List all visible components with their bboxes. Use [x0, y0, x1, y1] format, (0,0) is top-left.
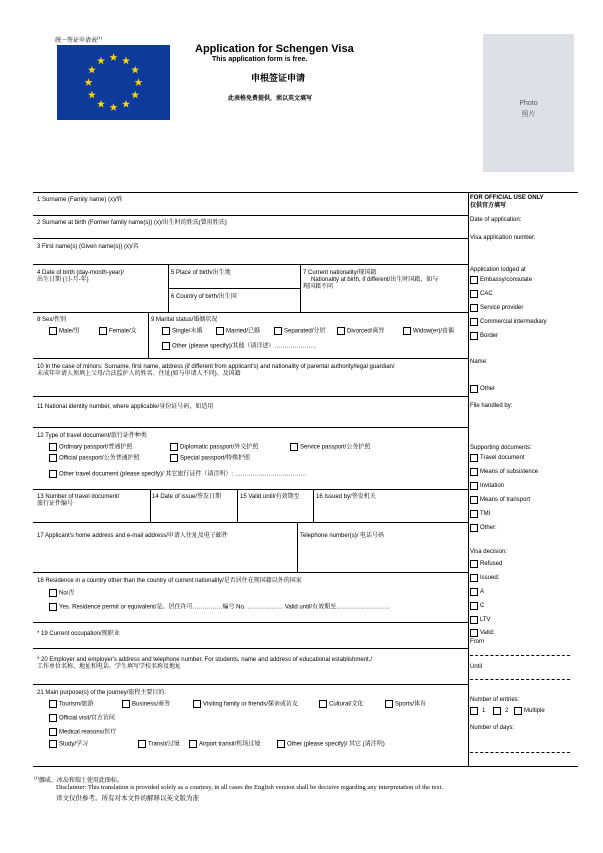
- official-issued-checkbox[interactable]: [470, 574, 478, 582]
- option-label: Sports/体育: [395, 701, 427, 708]
- option-label: Special passport/特殊护照: [180, 455, 251, 462]
- official-c-checkbox[interactable]: [470, 602, 478, 610]
- checkbox[interactable]: [49, 470, 57, 478]
- purpose-visiting-option[interactable]: [193, 700, 298, 709]
- option-label: Ordinary passport/普通护照: [59, 444, 133, 451]
- eu-star-icon: [131, 91, 139, 99]
- official-embassy-checkbox[interactable]: [470, 276, 478, 284]
- field-12-travel-doc: 12 Type of travel document/旅行证件种类: [37, 433, 147, 439]
- official-border-checkbox[interactable]: [470, 332, 478, 340]
- option-label: No/否: [59, 590, 75, 597]
- eu-star-icon: [97, 100, 105, 108]
- checkbox[interactable]: [49, 714, 57, 722]
- official-transport-label: Means of transport: [480, 497, 531, 503]
- field-20-label: * 20 Employer and employer's address and telephone number. For students, name and address of educational establishment./: [37, 657, 373, 663]
- field-9-marital: 9 Marital status/婚姻状况: [151, 317, 218, 323]
- official-tmi-label: TMI: [480, 511, 491, 517]
- option-label: Airport transit/机场过境: [199, 741, 261, 748]
- official-from-line: [470, 655, 570, 656]
- form-outer-top: [33, 192, 578, 193]
- purpose-other-option[interactable]: [277, 740, 385, 749]
- official-service-checkbox[interactable]: [470, 304, 478, 312]
- field-13-label: 13 Number of travel document/: [37, 494, 120, 500]
- residence-yes-option[interactable]: [49, 603, 390, 612]
- row-line: [33, 238, 468, 239]
- official-until-line: [470, 679, 570, 680]
- official-visa-number: Visa application number:: [470, 235, 536, 241]
- official-travel-doc-label: Travel document: [480, 455, 525, 461]
- official-commercial-checkbox[interactable]: [470, 318, 478, 326]
- option-label: Yes. Residence permit or equivalent/是。居住许可……………编号 No. ……………… Valid until/有效期至………………………: [59, 604, 391, 611]
- checkbox[interactable]: [49, 443, 57, 451]
- official-transport-checkbox[interactable]: [470, 496, 478, 504]
- field-2-surname-birth[interactable]: 2 Surname at birth (Former family name(s)) (x)/出生时的姓氏(曾用姓氏): [37, 220, 227, 226]
- official-file-handled: File handled by:: [470, 403, 513, 409]
- field-4-label-cn: 出生日期 (日-月-年): [37, 277, 89, 283]
- form-code-sup: (1): [97, 35, 102, 40]
- doc-ordinary-option[interactable]: [49, 443, 132, 452]
- official-invitation-label: Invitation: [480, 483, 505, 489]
- purpose-cultural-option[interactable]: [319, 700, 363, 709]
- footer-note-cn: 挪威、冰岛和瑞士使用此图标。: [38, 778, 123, 784]
- field-19-occupation[interactable]: * 19 Current occupation/现职业: [37, 631, 120, 637]
- marital-other-option[interactable]: [162, 342, 316, 351]
- marital-married-option[interactable]: [216, 327, 260, 336]
- official-multiple-label: Multiple: [524, 708, 545, 714]
- official-other-label: Other: [480, 386, 496, 392]
- row-line: [33, 522, 468, 523]
- option-label: Diplomatic passport/外交护照: [180, 444, 259, 451]
- row-line: [33, 684, 468, 685]
- form-outer-bottom: [33, 766, 578, 767]
- official-issued-label: Issued:: [480, 575, 500, 581]
- checkbox[interactable]: [49, 700, 57, 708]
- marital-separated-option[interactable]: [274, 327, 325, 336]
- option-label: Tourism/旅游: [59, 701, 94, 708]
- form-free-note: This application form is free.: [212, 56, 308, 63]
- checkbox[interactable]: [193, 700, 201, 708]
- field-10-label-cn: 未成年申请人须填上父母/合法监护人的姓名、住址(如与申请人不同)、及国籍: [37, 371, 241, 377]
- form-free-note-cn: 此表格免费提供，须以英文填写: [228, 96, 313, 102]
- official-visa-decision: Visa decision:: [470, 549, 507, 555]
- official-ltv-label: LTV: [480, 617, 491, 623]
- eu-star-icon: [122, 100, 130, 108]
- official-valid-label: Valid:: [480, 630, 495, 636]
- sex-male-option[interactable]: [49, 327, 80, 336]
- field-6-country-birth[interactable]: 6 Country of birth/出生国: [171, 294, 237, 300]
- option-label: Official passport/公务普通护照: [59, 455, 140, 462]
- footer-disclaimer-cn: 译文仅供参考。所有对本文件的解释以英文版为准: [56, 795, 199, 802]
- row-line: [33, 648, 468, 649]
- option-label: Married/已婚: [226, 328, 261, 335]
- official-c-label: C: [480, 603, 485, 609]
- official-lodged-at: Application lodged at: [470, 267, 526, 273]
- field-7-label-cn: 现国籍不同: [303, 284, 334, 290]
- row-line: [33, 264, 468, 265]
- checkbox[interactable]: [99, 327, 107, 335]
- option-label: Widow(er)/丧偶: [413, 328, 455, 335]
- official-cac-checkbox[interactable]: [470, 290, 478, 298]
- col-line: [297, 522, 298, 572]
- row-line: [168, 288, 300, 289]
- checkbox[interactable]: [49, 740, 57, 748]
- official-tmi-checkbox[interactable]: [470, 510, 478, 518]
- checkbox[interactable]: [385, 700, 393, 708]
- official-entry-2-label: 2: [505, 708, 509, 714]
- field-10-label: 10 In the case of minors: Surname, first name, address (if different from applicant's) and nationality of parental authority/legal guardian/: [37, 364, 395, 370]
- field-10-minors[interactable]: [37, 364, 395, 378]
- purpose-transit-option[interactable]: [138, 740, 180, 749]
- photo-label: Photo: [519, 100, 538, 107]
- official-heading-cn: 仅供官方填写: [470, 203, 507, 209]
- form-title: Application for Schengen Visa: [195, 43, 354, 55]
- eu-flag: [57, 45, 170, 120]
- option-label: Service passport/公务护照: [300, 444, 371, 451]
- row-line: [33, 622, 468, 623]
- field-18-residence: 18 Residence in a country other than the country of current nationality/是否居住在现国籍以外的国家: [37, 578, 302, 584]
- checkbox[interactable]: [319, 700, 327, 708]
- field-21-purpose: 21 Main purpose(s) of the journey/旅程主要目的:: [37, 690, 167, 696]
- residence-no-option[interactable]: [49, 589, 74, 598]
- option-label: Single/未婚: [172, 328, 203, 335]
- sex-female-option[interactable]: [99, 327, 137, 336]
- checkbox[interactable]: [170, 454, 178, 462]
- official-border-label: Border: [480, 333, 499, 339]
- doc-official-option[interactable]: [49, 454, 140, 463]
- field-1-surname[interactable]: 1 Surname (Family name) (x)/姓: [37, 197, 123, 203]
- purpose-medical-option[interactable]: [49, 728, 116, 737]
- official-other2-label: Other:: [480, 525, 497, 531]
- doc-other-option[interactable]: [49, 470, 307, 479]
- photo-box[interactable]: [483, 34, 574, 172]
- field-17-telephone[interactable]: Telephone number(s)/ 电话号码: [300, 533, 385, 539]
- footer-sup: (1): [34, 775, 39, 780]
- eu-star-icon: [131, 66, 139, 74]
- option-label: Transit/过境: [148, 741, 180, 748]
- official-entry-1-checkbox[interactable]: [470, 707, 478, 715]
- col-line: [300, 264, 301, 312]
- official-refused-label: Refused: [480, 561, 503, 567]
- purpose-sports-option[interactable]: [385, 700, 426, 709]
- official-until: Until: [470, 664, 483, 670]
- option-label: Female/女: [109, 328, 137, 335]
- option-label: Study/学习: [59, 741, 89, 748]
- eu-star-icon: [110, 103, 118, 111]
- official-valid-checkbox[interactable]: [470, 629, 478, 637]
- field-13-label-cn: 旅行证件编号: [37, 501, 74, 507]
- checkbox[interactable]: [216, 327, 224, 335]
- purpose-tourism-option[interactable]: [49, 700, 94, 709]
- option-label: Medical reasons/医疗: [59, 729, 117, 736]
- field-7-label-birth: Nationality at birth, if different/出生时国籍，如与: [311, 277, 439, 283]
- official-date-application: Date of application:: [470, 217, 522, 223]
- option-label: Other travel document (please specify)/ 其它旅行证件（请注明）: ………………………………: [59, 471, 307, 478]
- field-3-first-name[interactable]: 3 First name(s) (Given name(s)) (x)/名: [37, 244, 139, 250]
- checkbox[interactable]: [122, 700, 130, 708]
- footer-disclaimer: Disclaimer: This translation is provided solely as a courtesy, in all cases the English version shall be decisive regarding any interpretation of the text.: [56, 784, 444, 791]
- form-code-text: 统一签证申请表: [55, 38, 98, 44]
- official-entry-1-label: 1: [482, 708, 486, 714]
- option-label: Official visit/官方访问: [59, 715, 115, 722]
- option-label: Other (please specify)/其他（请详述）…………………: [172, 343, 317, 350]
- field-11-national-id[interactable]: 11 National identity number, where applicable/身份证号码，如适用: [37, 404, 214, 410]
- official-a-checkbox[interactable]: [470, 588, 478, 596]
- official-invitation-checkbox[interactable]: [470, 482, 478, 490]
- row-line: [33, 215, 468, 216]
- official-heading: FOR OFFICIAL USE ONLY: [470, 195, 544, 201]
- official-other-checkbox[interactable]: [470, 385, 478, 393]
- checkbox[interactable]: [49, 454, 57, 462]
- checkbox[interactable]: [162, 342, 170, 350]
- official-service-label: Service provider: [480, 305, 524, 311]
- eu-star-icon: [122, 57, 130, 65]
- official-supporting-docs: Supporting documents:: [470, 445, 532, 451]
- option-label: Business/商务: [132, 701, 171, 708]
- marital-divorced-option[interactable]: [337, 327, 384, 336]
- official-commercial-label: Commercial intermediary: [480, 319, 547, 325]
- eu-stars-icon: [57, 45, 170, 120]
- eu-star-icon: [110, 53, 118, 61]
- eu-star-icon: [135, 78, 143, 86]
- official-travel-doc-checkbox[interactable]: [470, 454, 478, 462]
- official-name: Name:: [470, 359, 488, 365]
- checkbox[interactable]: [49, 589, 57, 597]
- official-other2-checkbox[interactable]: [470, 524, 478, 532]
- checkbox[interactable]: [49, 603, 57, 611]
- eu-star-icon: [88, 91, 96, 99]
- official-a-label: A: [480, 589, 485, 595]
- doc-service-option[interactable]: [290, 443, 370, 452]
- field-7-label: 7 Current nationality/现国籍: [303, 270, 377, 276]
- purpose-official-option[interactable]: [49, 714, 115, 723]
- row-line: [33, 489, 468, 490]
- photo-label-cn: 照片: [521, 111, 536, 118]
- checkbox[interactable]: [162, 327, 170, 335]
- checkbox[interactable]: [403, 327, 411, 335]
- eu-star-icon: [97, 57, 105, 65]
- field-14-date-issue[interactable]: 14 Date of issue/签发日期: [152, 494, 222, 500]
- official-cac-label: CAC: [480, 291, 493, 297]
- official-from: From: [470, 639, 484, 645]
- official-subsistence-checkbox[interactable]: [470, 468, 478, 476]
- row-line: [33, 358, 468, 359]
- checkbox[interactable]: [290, 443, 298, 451]
- checkbox[interactable]: [170, 443, 178, 451]
- option-label: Divorced/离异: [347, 328, 385, 335]
- field-16-issued-by[interactable]: 16 Issued by/签发机关: [316, 494, 376, 500]
- official-embassy-label: Embassy/consulate: [480, 277, 533, 283]
- marital-single-option[interactable]: [162, 327, 202, 336]
- row-line: [33, 396, 468, 397]
- purpose-airport-option[interactable]: [189, 740, 260, 749]
- option-label: Cultural/文化: [329, 701, 364, 708]
- field-20-employer[interactable]: [37, 657, 372, 671]
- purpose-business-option[interactable]: [122, 700, 170, 709]
- official-entry-2-checkbox[interactable]: [493, 707, 501, 715]
- field-4-dob[interactable]: [37, 270, 124, 284]
- doc-diplomatic-option[interactable]: [170, 443, 258, 452]
- row-line: [33, 572, 468, 573]
- col-line: [237, 489, 238, 522]
- checkbox[interactable]: [337, 327, 345, 335]
- field-15-valid-until[interactable]: 15 Valid until/有效期至: [240, 494, 300, 500]
- option-label: Other (please specify)/ 其它 (请注明): [287, 741, 385, 748]
- marital-widow-option[interactable]: [403, 327, 454, 336]
- field-13-doc-number[interactable]: [37, 494, 119, 508]
- checkbox[interactable]: [277, 740, 285, 748]
- doc-special-option[interactable]: [170, 454, 250, 463]
- field-7-nationality[interactable]: [303, 270, 438, 291]
- row-line: [33, 427, 468, 428]
- official-refused-checkbox[interactable]: [470, 560, 478, 568]
- eu-star-icon: [88, 66, 96, 74]
- official-multiple-checkbox[interactable]: [514, 707, 522, 715]
- form-code: [55, 34, 102, 45]
- field-20-label-cn: 工作单位名称、地址和电话。学生填写学校名称及地址: [37, 664, 182, 670]
- col-line: [313, 489, 314, 522]
- option-label: Visiting family or friends/探亲或访友: [203, 701, 298, 708]
- official-divider: [468, 192, 469, 767]
- form-title-cn: 申根签证申请: [251, 73, 306, 83]
- field-17-address[interactable]: 17 Applicant's home address and e-mail address/申请人住址及电子邮件: [37, 533, 228, 539]
- col-line: [150, 489, 151, 522]
- checkbox[interactable]: [49, 327, 57, 335]
- col-line: [148, 312, 149, 358]
- checkbox[interactable]: [189, 740, 197, 748]
- col-line: [168, 264, 169, 312]
- field-8-sex: 8 Sex/性别: [37, 317, 67, 323]
- official-subsistence-label: Means of subsistence: [480, 469, 539, 475]
- purpose-study-option[interactable]: [49, 740, 88, 749]
- official-days: Number of days:: [470, 725, 515, 731]
- official-ltv-checkbox[interactable]: [470, 616, 478, 624]
- field-5-place-birth[interactable]: 5 Place of birth/出生地: [171, 270, 231, 276]
- eu-star-icon: [85, 78, 93, 86]
- field-4-label: 4 Date of birth (day-month-year)/: [37, 270, 125, 276]
- official-entries: Number of entries:: [470, 697, 520, 703]
- checkbox[interactable]: [138, 740, 146, 748]
- option-label: Separated/分居: [284, 328, 326, 335]
- option-label: Male/男: [59, 328, 80, 335]
- checkbox[interactable]: [274, 327, 282, 335]
- checkbox[interactable]: [49, 728, 57, 736]
- row-line: [33, 312, 468, 313]
- official-days-line: [470, 752, 570, 753]
